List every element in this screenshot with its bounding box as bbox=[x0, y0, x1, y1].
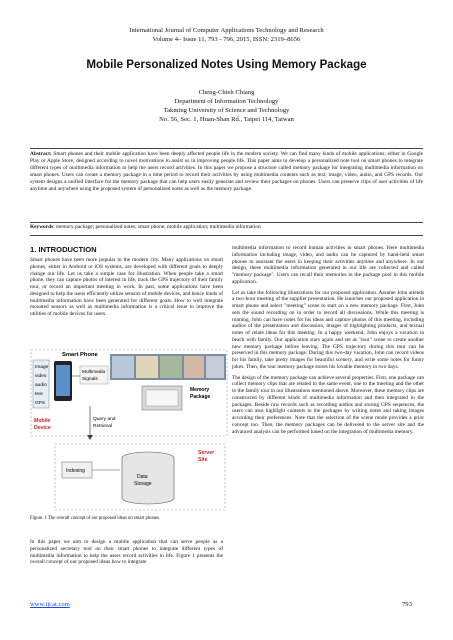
keywords-text: : memory package; personalized notes; smart phone; mobile application; multimedia information bbox=[53, 224, 261, 230]
keywords-bottom-rule bbox=[30, 235, 423, 236]
photo-thumb bbox=[206, 356, 224, 378]
photo-thumb bbox=[136, 356, 158, 378]
memory-package-label-1: Memory bbox=[190, 387, 210, 393]
right-paragraph-2: Let us take the following illustrations for our proposed application. Assume John attends a two-hour meeting of the supplier presentation. He launches our proposed application in smart phone and select "meeting" scene to start on a new memory package. First, John sets the sound recording on in order to record all discussions. While this meeting is running, John can have notes for his ideas and capture photos of this meeting, including audios of the presentation and discussion, images of highlighting products, and textual notes of relate ideas for this meeting. In a happy weekend, John enjoys a vacation in beach with family. Our application stars again and set as "tour" scene to create another new memory package before leaving. The GPS trajectory during this tour can be preserved in this memory package. During this two-day vacation, John can record videos for his family, take pretty images for beautiful scenery, and write some notes for funny jokes. Then, the tour memory package stores his lovable memory in two days. bbox=[232, 289, 424, 370]
journal-name: International Journal of Computer Applications Technology and Research bbox=[129, 27, 324, 34]
footer-link[interactable]: www.ijcat.com bbox=[30, 601, 70, 608]
paper-title: Mobile Personalized Notes Using Memory Package bbox=[86, 58, 367, 71]
indexing-label: Indexing bbox=[66, 468, 85, 474]
media-type-label: audio bbox=[35, 383, 47, 388]
abstract-top-rule bbox=[30, 148, 423, 149]
media-type-label: video bbox=[35, 374, 47, 379]
media-type-label: GPS bbox=[35, 401, 46, 406]
data-label: Data bbox=[137, 474, 148, 480]
storage-label: Storage bbox=[134, 481, 152, 487]
keywords-label: Keywords bbox=[30, 224, 54, 230]
svg-text:Device: Device bbox=[34, 425, 51, 431]
right-paragraph-3: The design of the memory package can achieve several properties. First, one package can collect memory clips that are related to the same event, one to the meeting and the other to the family tour in our illustrations mentioned above. Moreover, these memory clips are constructed by different kinds of multimedia information and then integrated in the packages. Beside raw records such as recording audios and storing GPS sequences, the users can also highlight contents in the packages by writing notes and taking images according their preferences. Note that the selection of the scene mode provides a prior concept too. Then, the memory packages can be delivered to the server site and the advanced analysis can be performed based on the integration of multimedia memory. bbox=[232, 374, 424, 435]
author-department: Department of Information Technology bbox=[174, 98, 279, 105]
page-number: 793 bbox=[402, 601, 412, 608]
abstract-text: Smart phones and their mobile application have been deeply affected people life in the modern society. We can find many kinds of mobile applications; either in Google Play or Apple Store, designed according to novel motivations to assist us in improving people life. This paper aims to develop a personalized note tool on smart phones to integrate different types of multimedia information to help the users record activities. In this paper we propose a structure called memory package for integrating multimedia information on smart phones. Users can create a memory package in a time period to record their activities by using multimedia contents such as text, image, video, audio, and GPS records. Our system designs a unified interface for the memory package that can help users easily generate and review their packages on phones. Users can preserve clips of user activities of life anytime and anywhere using the proposed system of personalized notes as well as the memory package. bbox=[30, 151, 423, 192]
right-column bbox=[232, 245, 424, 439]
phone-screen bbox=[56, 365, 70, 396]
media-type-label: Image bbox=[35, 365, 49, 370]
multimedia-label: Multimedia bbox=[82, 370, 106, 375]
journal-volume: Volume 4– Issue 11, 793 - 796, 2015, ISSN: 2319–8656 bbox=[152, 36, 301, 43]
author-university: Takming University of Science and Technology bbox=[163, 107, 290, 114]
author-name: Cheng-Chieh Chiang bbox=[198, 89, 255, 96]
svg-text:Site: Site bbox=[198, 457, 208, 463]
figure-caption: Figure. 1 The overall concept of our proposed ideas on smart phones. bbox=[30, 516, 160, 521]
server-label: Server bbox=[198, 450, 215, 456]
left-column-para2 bbox=[30, 539, 223, 570]
memory-package-label-2: Package bbox=[190, 394, 211, 400]
left-column-para1 bbox=[30, 257, 223, 322]
photo-thumb bbox=[160, 356, 182, 378]
author-address: No. 56, Sec. 1, Huan-Shan Rd., Taipei 114, Taiwan bbox=[159, 116, 294, 123]
photo-thumb bbox=[184, 356, 204, 378]
intro-paragraph-1: Smart phones have been more popular in the modern city. Many applications on smart phones, either in Android or iOS systems, are developed with different goals to deeply change our life. Let us take a simple case for illustration. When people take a smart phone, they can capture photos of interest in life, track the GPS trajectory of their family tour, or record an important meeting in work. In past, some applications have been designed to help the users efficiently utilize sensors of mobile devices, and hence kinds of multimedia information have been generated for different goals. How to well integrate mounted sensors as well as multimedia information is a critical issue to improve the utilities of mobile devices for users. bbox=[30, 257, 223, 317]
abstract bbox=[30, 151, 423, 192]
mobile-device-label: Mobile bbox=[34, 418, 51, 424]
query-label: Query and bbox=[93, 417, 116, 422]
keywords bbox=[30, 224, 423, 231]
photo-thumb bbox=[112, 356, 134, 378]
abstract-label: Abstract: bbox=[30, 151, 52, 157]
intro-paragraph-2: In this paper we aim to design a mobile application that can serve people as a personalized secretary tool on their smart phones to integrate different types of multimedia information to help the users record activities in life. Figure 1 presents the overall concept of our proposed ideas how to integrate bbox=[30, 539, 223, 566]
right-paragraph-1: multimedia information to record human activities in smart phones. Here multimedia information including image, video, and audio can be captured by hand-held smart phones to assistant the users in keeping their activities anytime and anywhere. In our design, these multimedia information generated in our life are collected and called "memory package". Users can recall their memories in the package pool in this mobile application. bbox=[232, 245, 424, 285]
abstract-bottom-rule bbox=[30, 222, 423, 223]
media-type-label: text bbox=[35, 392, 43, 397]
signals-label: Signals bbox=[82, 377, 98, 382]
section-heading-introduction: 1. INTRODUCTION bbox=[30, 245, 97, 254]
smart-phone-label: Smart Phone bbox=[62, 352, 98, 358]
retrieval-label: Retrieval bbox=[93, 424, 112, 429]
concept-diagram bbox=[30, 348, 228, 514]
figure-1 bbox=[30, 348, 228, 514]
